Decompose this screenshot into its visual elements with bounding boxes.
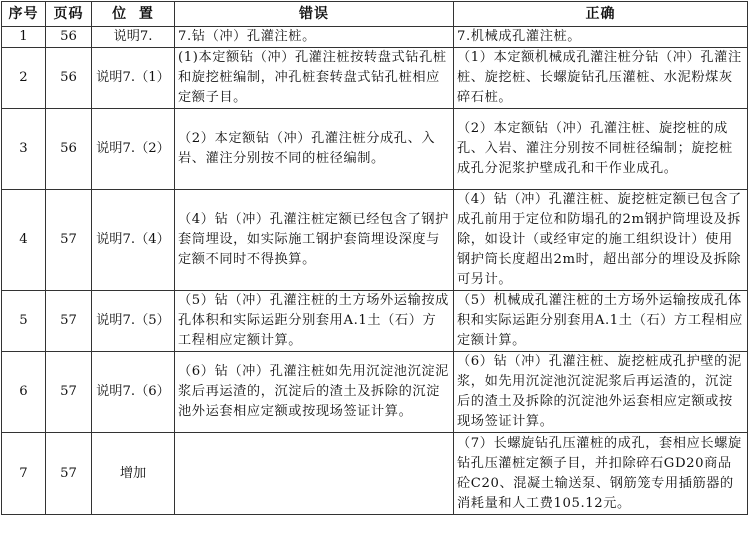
table-row (2, 190, 748, 291)
errata-table (1, 1, 748, 515)
row-error: （2）本定额钻（冲）孔灌注桩分成孔、入岩、灌注分别按不同的桩径编制。 (175, 109, 454, 190)
table-row (2, 27, 748, 48)
header-error: 错误 (175, 2, 454, 27)
table-row (2, 352, 748, 433)
row-page: 57 (46, 190, 92, 291)
header-page: 页码 (46, 2, 92, 27)
row-num: 1 (2, 27, 46, 48)
row-error: （5）钻（冲）孔灌注桩的土方场外运输按成孔体积和实际运距分别套用A.1土（石）方工程相应定额计算。 (175, 291, 454, 352)
row-position: 说明7.（5） (92, 291, 175, 352)
table-row (2, 109, 748, 190)
row-error: 7.钻（冲）孔灌注桩。 (175, 27, 454, 48)
row-page: 56 (46, 27, 92, 48)
row-correct: （7）长螺旋钻孔压灌桩的成孔，套相应长螺旋钻孔压灌桩定额子目，并扣除碎石GD20商品砼C20、混凝土输送泵、钢筋笼专用插筋器的消耗量和人工费105.12元。 (454, 433, 748, 515)
row-error: （6）钻（冲）孔灌注桩如先用沉淀池沉淀泥浆后再运渣的，沉淀后的渣土及拆除的沉淀池外运套相应定额或按现场签证计算。 (175, 352, 454, 433)
row-correct: （6）钻（冲）孔灌注桩、旋挖桩成孔护壁的泥浆，如先用沉淀池沉淀泥浆后再运渣的，沉淀后的渣土及拆除的沉淀池外运套相应定额或按现场签证计算。 (454, 352, 748, 433)
row-correct: 7.机械成孔灌注桩。 (454, 27, 748, 48)
row-num: 5 (2, 291, 46, 352)
row-position: 说明7.（4） (92, 190, 175, 291)
row-error (175, 433, 454, 515)
table-row (2, 291, 748, 352)
table-row (2, 48, 748, 109)
row-num: 7 (2, 433, 46, 515)
row-page: 57 (46, 433, 92, 515)
row-correct: （1）本定额机械成孔灌注桩分钻（冲）孔灌注桩、旋挖桩、长螺旋钻孔压灌桩、水泥粉煤灰碎石桩。 (454, 48, 748, 109)
row-correct: （2）本定额钻（冲）孔灌注桩、旋挖桩的成孔、入岩、灌注分别按不同桩径编制；旋挖桩成孔分泥浆护壁成孔和干作业成孔。 (454, 109, 748, 190)
row-page: 56 (46, 48, 92, 109)
row-page: 57 (46, 352, 92, 433)
row-position: 说明7.（6） (92, 352, 175, 433)
row-correct: （5）机械成孔灌注桩的土方场外运输按成孔体积和实际运距分别套用A.1土（石）方工程相应定额计算。 (454, 291, 748, 352)
row-error: （4）钻（冲）孔灌注桩定额已经包含了钢护套筒埋设，如实际施工钢护套筒埋设深度与定额不同时不得换算。 (175, 190, 454, 291)
row-num: 6 (2, 352, 46, 433)
header-position: 位 置 (92, 2, 175, 27)
row-num: 3 (2, 109, 46, 190)
row-num: 2 (2, 48, 46, 109)
row-position: 说明7. (92, 27, 175, 48)
row-page: 57 (46, 291, 92, 352)
header-row (2, 2, 748, 27)
table-row (2, 433, 748, 515)
row-error: (1)本定额钻（冲）孔灌注桩按转盘式钻孔桩和旋挖桩编制，冲孔桩套转盘式钻孔桩相应定额子目。 (175, 48, 454, 109)
row-position: 说明7.（1） (92, 48, 175, 109)
header-num: 序号 (2, 2, 46, 27)
row-correct: （4）钻（冲）孔灌注桩、旋挖桩定额已包含了成孔前用于定位和防塌孔的2m钢护筒埋设及拆除，如设计（或经审定的施工组织设计）使用钢护筒长度超出2m时，超出部分的埋设及拆除可另计。 (454, 190, 748, 291)
row-position: 增加 (92, 433, 175, 515)
row-num: 4 (2, 190, 46, 291)
row-page: 56 (46, 109, 92, 190)
header-correct: 正确 (454, 2, 748, 27)
row-position: 说明7.（2） (92, 109, 175, 190)
